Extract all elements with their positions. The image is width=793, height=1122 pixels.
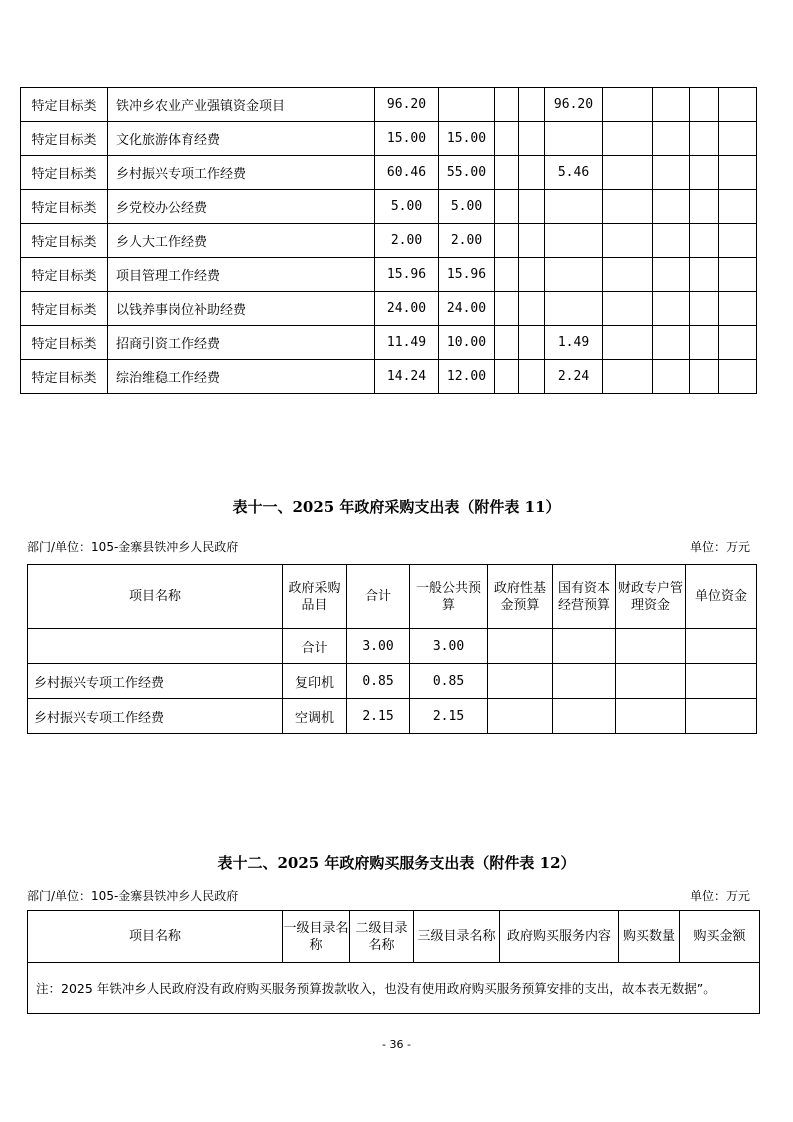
cell-empty (495, 258, 519, 292)
cell-project-name: 项目管理工作经费 (108, 258, 375, 292)
cell-empty (603, 88, 653, 122)
table-row (28, 699, 757, 734)
cell-empty (653, 360, 690, 394)
cell-empty (495, 224, 519, 258)
page-number: - 36 - (382, 1038, 411, 1051)
header-special-account: 财政专户管理资金 (616, 565, 686, 629)
cell-empty (603, 292, 653, 326)
cell-general: 2.15 (410, 699, 488, 734)
cell-general-budget: 12.00 (439, 360, 495, 394)
table-row (21, 224, 757, 258)
header-procurement-item: 政府采购品目 (283, 565, 347, 629)
header-state-capital: 国有资本经营预算 (553, 565, 616, 629)
cell-empty (719, 326, 757, 360)
cell-empty (616, 629, 686, 664)
cell-empty (690, 258, 719, 292)
table-row (21, 292, 757, 326)
table-row (21, 190, 757, 224)
cell-empty (719, 292, 757, 326)
cell-general-budget: 5.00 (439, 190, 495, 224)
cell-project-name: 乡人大工作经费 (108, 224, 375, 258)
cell-general-budget: 55.00 (439, 156, 495, 190)
cell-item: 复印机 (283, 664, 347, 699)
table-row (21, 122, 757, 156)
cell-category: 特定目标类 (21, 190, 108, 224)
cell-col6 (519, 88, 545, 122)
cell-name: 乡村振兴专项工作经费 (28, 699, 283, 734)
cell-item: 空调机 (283, 699, 347, 734)
cell-empty (603, 190, 653, 224)
cell-empty (553, 629, 616, 664)
cell-special-account: 1.49 (545, 326, 603, 360)
table-row (28, 664, 757, 699)
cell-empty (653, 292, 690, 326)
cell-general-budget: 15.96 (439, 258, 495, 292)
cell-general-budget: 10.00 (439, 326, 495, 360)
cell-empty (488, 629, 553, 664)
cell-total: 5.00 (375, 190, 439, 224)
table-row (28, 963, 760, 1014)
cell-special-account: 5.46 (545, 156, 603, 190)
cell-empty (690, 292, 719, 326)
cell-empty (719, 258, 757, 292)
cell-empty (488, 664, 553, 699)
cell-empty (690, 122, 719, 156)
table-row (21, 88, 757, 122)
header-service-content: 政府购买服务内容 (500, 911, 619, 963)
cell-general-budget: 2.00 (439, 224, 495, 258)
cell-general: 3.00 (410, 629, 488, 664)
cell-col6 (519, 122, 545, 156)
cell-category: 特定目标类 (21, 88, 108, 122)
cell-empty (495, 326, 519, 360)
cell-project-name: 乡村振兴专项工作经费 (108, 156, 375, 190)
cell-total: 24.00 (375, 292, 439, 326)
cell-special-account (545, 190, 603, 224)
cell-empty (719, 122, 757, 156)
table-row (21, 156, 757, 190)
header-quantity: 购买数量 (619, 911, 680, 963)
service-purchase-table (27, 910, 760, 1014)
special-projects-table (20, 87, 757, 394)
header-amount: 购买金额 (680, 911, 760, 963)
cell-total: 60.46 (375, 156, 439, 190)
cell-col6 (519, 292, 545, 326)
cell-total: 0.85 (347, 664, 410, 699)
cell-general-budget (439, 88, 495, 122)
cell-total: 96.20 (375, 88, 439, 122)
cell-category: 特定目标类 (21, 292, 108, 326)
cell-empty (690, 88, 719, 122)
cell-empty (690, 224, 719, 258)
header-project-name: 项目名称 (28, 911, 283, 963)
table-row (21, 258, 757, 292)
cell-empty (690, 156, 719, 190)
cell-special-account (545, 122, 603, 156)
cell-total: 15.96 (375, 258, 439, 292)
no-data-note: 注：2025 年铁冲乡人民政府没有政府购买服务预算拨款收入，也没有使用政府购买服务预算安排的支出，故本表无数据”。 (28, 963, 760, 1014)
cell-total: 3.00 (347, 629, 410, 664)
cell-col6 (519, 224, 545, 258)
cell-general-budget: 24.00 (439, 292, 495, 326)
cell-col6 (519, 326, 545, 360)
cell-special-account: 96.20 (545, 88, 603, 122)
header-level3: 三级目录名称 (414, 911, 500, 963)
header-total: 合计 (347, 565, 410, 629)
cell-col6 (519, 360, 545, 394)
cell-project-name: 乡党校办公经费 (108, 190, 375, 224)
header-fund-budget: 政府性基金预算 (488, 565, 553, 629)
cell-empty (719, 224, 757, 258)
cell-empty (603, 360, 653, 394)
cell-empty (653, 156, 690, 190)
cell-project-name: 以钱养事岗位补助经费 (108, 292, 375, 326)
cell-item: 合计 (283, 629, 347, 664)
cell-category: 特定目标类 (21, 122, 108, 156)
header-project-name: 项目名称 (28, 565, 283, 629)
cell-empty (616, 699, 686, 734)
table12-dept: 部门/单位：105-金寨县铁冲乡人民政府 (27, 889, 239, 903)
cell-category: 特定目标类 (21, 360, 108, 394)
cell-project-name: 招商引资工作经费 (108, 326, 375, 360)
cell-empty (488, 699, 553, 734)
header-level2: 二级目录名称 (350, 911, 414, 963)
cell-special-account: 2.24 (545, 360, 603, 394)
table-row (21, 360, 757, 394)
cell-total: 11.49 (375, 326, 439, 360)
cell-empty (690, 190, 719, 224)
cell-empty (719, 360, 757, 394)
cell-empty (603, 326, 653, 360)
cell-general-budget: 15.00 (439, 122, 495, 156)
cell-col6 (519, 190, 545, 224)
header-level1: 一级目录名称 (283, 911, 350, 963)
cell-empty (616, 664, 686, 699)
cell-empty (690, 326, 719, 360)
cell-total: 2.00 (375, 224, 439, 258)
cell-project-name: 综治维稳工作经费 (108, 360, 375, 394)
cell-empty (686, 699, 757, 734)
cell-empty (719, 156, 757, 190)
cell-empty (603, 224, 653, 258)
cell-empty (603, 122, 653, 156)
cell-empty (690, 360, 719, 394)
cell-col6 (519, 258, 545, 292)
table-row (21, 326, 757, 360)
cell-empty (686, 664, 757, 699)
cell-col6 (519, 156, 545, 190)
cell-empty (653, 258, 690, 292)
cell-empty (653, 88, 690, 122)
cell-total: 2.15 (347, 699, 410, 734)
table11-unit: 单位：万元 (690, 540, 751, 554)
table-row (28, 629, 757, 664)
cell-empty (495, 122, 519, 156)
cell-special-account (545, 224, 603, 258)
cell-empty (495, 156, 519, 190)
cell-empty (719, 190, 757, 224)
table12-unit: 单位：万元 (690, 889, 751, 903)
procurement-table (27, 564, 757, 734)
cell-empty (686, 629, 757, 664)
cell-empty (653, 326, 690, 360)
header-general-budget: 一般公共预算 (410, 565, 488, 629)
cell-empty (603, 156, 653, 190)
cell-empty (603, 258, 653, 292)
cell-name (28, 629, 283, 664)
header-own-funds: 单位资金 (686, 565, 757, 629)
cell-total: 14.24 (375, 360, 439, 394)
cell-empty (653, 122, 690, 156)
table11-title: 表十一、2025 年政府采购支出表（附件表 11） (232, 498, 561, 516)
table12-title: 表十二、2025 年政府购买服务支出表（附件表 12） (217, 854, 576, 872)
cell-project-name: 文化旅游体育经费 (108, 122, 375, 156)
cell-special-account (545, 292, 603, 326)
cell-empty (553, 699, 616, 734)
table11-dept: 部门/单位：105-金寨县铁冲乡人民政府 (27, 540, 239, 554)
cell-category: 特定目标类 (21, 258, 108, 292)
cell-total: 15.00 (375, 122, 439, 156)
cell-empty (495, 88, 519, 122)
cell-empty (495, 292, 519, 326)
cell-empty (495, 190, 519, 224)
cell-general: 0.85 (410, 664, 488, 699)
cell-empty (653, 190, 690, 224)
cell-special-account (545, 258, 603, 292)
cell-name: 乡村振兴专项工作经费 (28, 664, 283, 699)
cell-category: 特定目标类 (21, 224, 108, 258)
cell-category: 特定目标类 (21, 156, 108, 190)
cell-project-name: 铁冲乡农业产业强镇资金项目 (108, 88, 375, 122)
cell-empty (495, 360, 519, 394)
cell-empty (653, 224, 690, 258)
cell-category: 特定目标类 (21, 326, 108, 360)
cell-empty (719, 88, 757, 122)
cell-empty (553, 664, 616, 699)
